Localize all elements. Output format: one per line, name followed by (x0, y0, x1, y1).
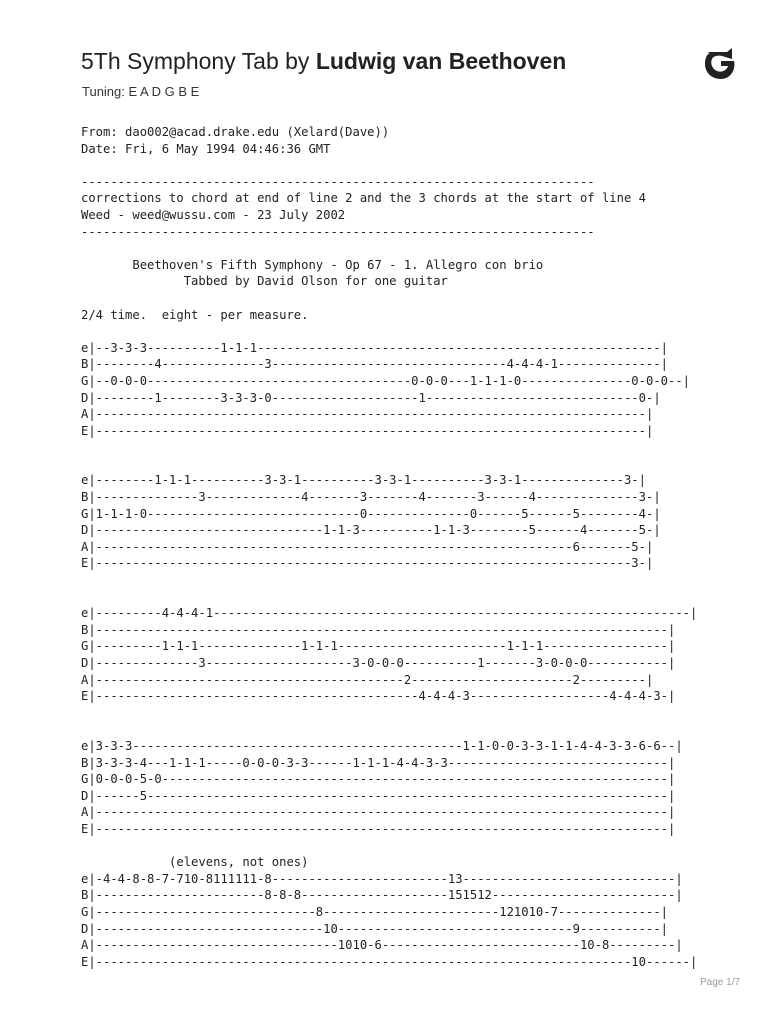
artist-name: Ludwig van Beethoven (315, 48, 567, 74)
tuning-label: Tuning: E A D G B E (82, 84, 200, 99)
page-number: Page 1/7 (700, 977, 741, 988)
tab-content: From: dao002@acad.drake.edu (Xelard(Dave)) Date: Fri, 6 May 1994 04:46:36 GMT ---------------------------------------------------------------------- corrections to chord at end of line 2 and the 3 chords at the start of line 4 Weed - weed@wussu.com - 23 July 2002 ---------------------------------------------------------------------- Beethoven's Fifth Symphony - Op 67 - 1. Allegro con brio Tabbed by David Olson for one guitar 2/4 time. eight - per measure. e|--3-3-3----------1-1-1-------------------------------------------------------| B|--------4--------------3--------------------------------4-4-4-1--------------| G|--0-0-0------------------------------------0-0-0---1-1-1-0---------------0-0-0--| D|--------1--------3-3-3-0--------------------1-----------------------------0-| A|---------------------------------------------------------------------------| E|---------------------------------------------------------------------------| e|--------1-1-1----------3-3-1----------3-3-1----------3-3-1--------------3-| B|--------------3-------------4-------3-------4-------3------4--------------3-| G|1-1-1-0-----------------------------0--------------0------5------5--------4-| D|-------------------------------1-1-3----------1-1-3--------5------4-------5-| A|-----------------------------------------------------------------6-------5-| E|-------------------------------------------------------------------------3-| e|---------4-4-4-1-----------------------------------------------------------------| B|------------------------------------------------------------------------------| G|---------1-1-1--------------1-1-1-----------------------1-1-1-----------------| D|--------------3--------------------3-0-0-0----------1-------3-0-0-0-----------| A|------------------------------------------2----------------------2---------| E|--------------------------------------------4-4-4-3-------------------4-4-4-3-| e|3-3-3---------------------------------------------1-1-0-0-3-3-1-1-4-4-3-3-6-6--| B|3-3-3-4---1-1-1-----0-0-0-3-3------1-1-1-4-4-3-3------------------------------| G|0-0-0-5-0---------------------------------------------------------------------| D|------5-----------------------------------------------------------------------| A|------------------------------------------------------------------------------| E|------------------------------------------------------------------------------| (elevens, not ones) e|-4-4-8-8-7-710-8111111-8------------------------13-----------------------------| B|-----------------------8-8-8--------------------151512-------------------------| G|------------------------------8------------------------121010-7--------------| D|-------------------------------10--------------------------------9-----------| A|---------------------------------1010-6---------------------------10-8---------| E|-------------------------------------------------------------------------10------| (81, 125, 698, 969)
ug-logo-icon (701, 44, 739, 82)
song-title: 5Th Symphony Tab by (81, 48, 310, 74)
page-title (81, 46, 566, 76)
